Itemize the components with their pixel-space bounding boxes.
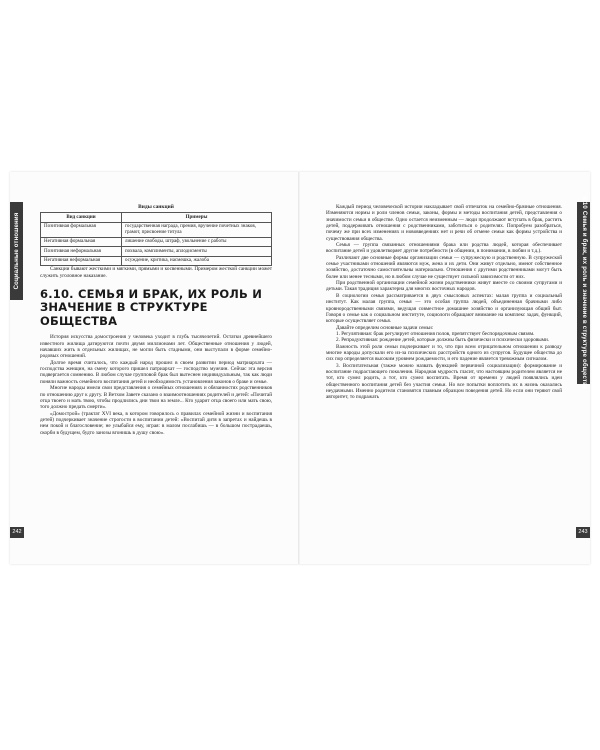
paragraph: В социологии семья рассматривается в двух смысловых аспектах: малая группа и социальный институт. Как малая группа, семья — это особая группа людей, объединенная брачными либо кровнородственными связями, ведущая совместное домашнее хозяйство и организующая общий быт. Говоря о семье как о социальном институте, социологи обращают внимание на комплекс задач, функций, которые осуществляет семья. xyxy=(326,292,562,325)
section-tab-right xyxy=(577,196,590,390)
list-item: 3. Воспитательная (также можно назвать функцией первичной социализации): формирование и воспитание подрастающего поколения. Народная мудрость гласит, что настоящим родителем является не тот, кто сумел родить, а тот, кто сумел воспитать. Время от времени у людей появлялись идеи общественного воспитания детей без участия семьи. Но все попытки воплотить их в жизнь оказались неудачными. Именно родители становятся главным образцом поведения детей. Но если они теряют свой авторитет, то подражать xyxy=(326,362,562,401)
table-cell: Негативная формальная xyxy=(41,238,122,247)
definition-paragraph: Семья — группа связанных отношениями брака или родства людей, которая обеспечивает воспитание детей и удовлетворяет другие потребности (в общении, в понимании, в любви и т.д.). xyxy=(326,242,562,255)
paragraph: Каждый период человеческой истории накладывает свой отпечаток на семейно-брачные отношения. Изменяются нормы и роли членов семьи, законы, формы и методы воспитания детей, представления о значимости семьи в обществе. Одно остается неизменным — люди продолжают вступать в брак, растить детей, поддерживать отношения с родственниками, заботиться о родителях. Попробуем разобраться, почему же при всех изменениях и нововведениях нет и речи об отмене семьи как формы устройства и существования общества. xyxy=(326,204,562,242)
table-header-cell: Вид санкции xyxy=(41,213,122,222)
table-cell: Негативная неформальная xyxy=(41,256,122,265)
sanctions-note: Санкции бывают жесткими и мягкими, прямыми и косвенными. Примером жесткой санкции может служить уголовное наказание. xyxy=(40,266,272,279)
table-row xyxy=(41,247,272,256)
table-cell: похвала, комплименты, аплодисменты xyxy=(122,247,272,256)
table-header-row xyxy=(41,213,272,222)
paragraph: «Домострой» (трактат XVI века, в котором говорилось о правилах семейной жизни и воспитания детей) подчеркивает значение строгости в воспитании детей: «Воспитай дитя в запретах и найдешь в нем покой и благословение; не улыбайся ему, играя: в малом послабишь — в большом пострадаешь, скорби в будущем, будто занозы вгонишь в душу свою». xyxy=(40,410,272,436)
list-item: 1. Регулятивная: брак регулирует отношения полов, препятствует беспорядочным связям. xyxy=(336,330,535,337)
page-number-left: 242 xyxy=(10,527,24,538)
paragraph: Различают две основные формы организации семьи — супружескую и родственную. В супружеской семье участниками отношений являются муж, жена и их дети. Они живут отдельно, имеют собственное хозяйство, достаточно самостоятельны материально. Отношения с другими родственниками могут быть более или менее тесными, но в любом случае не существует сильной зависимости от них. xyxy=(326,254,562,280)
book-spread xyxy=(10,172,590,564)
section-tab-right-label xyxy=(581,196,587,389)
table-row xyxy=(41,256,272,265)
page-number-right: 243 xyxy=(576,527,590,538)
table-cell: государственная награда, премия, вручение почетных знаков, грамот, присвоение титула xyxy=(122,222,272,237)
table-cell: лишение свободы, штраф, увольнение с работы xyxy=(122,238,272,247)
list-item: 2. Репродуктивная: рождение детей, которые должны быть физически и психически здоровыми. xyxy=(336,337,550,344)
table-row xyxy=(41,238,272,247)
left-page xyxy=(10,172,300,564)
table-header-cell: Примеры xyxy=(122,213,272,222)
table-row xyxy=(41,222,272,237)
table-title: Виды санкций xyxy=(138,204,174,210)
section-tab-right-number: 6.10 xyxy=(580,196,587,209)
section-heading: 6.10. СЕМЬЯ И БРАК, ИХ РОЛЬ И ЗНАЧЕНИЕ В СТРУКТУРЕ ОБЩЕСТВА xyxy=(40,286,263,328)
paragraph: Давайте определим основные задачи семьи: xyxy=(336,324,434,331)
table-cell: Позитивная неформальная xyxy=(41,247,122,256)
section-tab-right-title: Семья и брак, их роль и значение в структуре общества xyxy=(580,210,587,390)
right-page xyxy=(300,172,590,564)
paragraph: Важность этой роли семьи подчеркивает и то, что при всем отрицательном отношении к разводу многие народы допускали его из-за психических расстройств одного из супругов. Будущее общества до сих пор определяется высоким уровнем рождаемости, и его падение является тревожным сигналом. xyxy=(326,343,562,363)
paragraph: Долгое время считалось, что каждый народ прошел в своем развитии период матриархата — господства женщин, на смену которого пришел патриархат — господство мужчин. Сейчас эта версия подвергается сомнению. В любом случае групповой брак был вытеснен индивидуальным, так как люди поняли важность семейного воспитания детей и необходимость установления законов о браке и семье. xyxy=(40,359,272,385)
section-tab-left xyxy=(10,202,23,300)
right-page-content xyxy=(326,204,562,401)
paragraph: Многие народы имели свои представления о семейных отношениях и обязанностях родственников по отношению друг к другу. В Ветхом Завете сказано о взаимоотношениях родителей и детей: «Почитай отца твоего и мать твою, чтобы продлились дни твои на земле... Кто ударит отца своего или мать свою, того должно предать смерти». xyxy=(40,385,272,411)
left-page-content xyxy=(40,204,272,436)
paragraph: История искусства домостроения у человека уходит в глубь тысячелетий. Остатки древнейшего известного жилища датируются почти двумя миллионами лет. Общественные отношения у людей, начавших жить в отдельных жилищах, не могли быть стадными, они выступали в форме семейно-родовых отношений. xyxy=(40,334,272,360)
paragraph: При родственной организации семейной жизни родственники живут вместе со своими супругами и детьми. Такая традиция характерна для многих восточных народов. xyxy=(326,280,562,293)
section-tab-left-label: Социальные отношения xyxy=(13,212,20,290)
sanctions-table xyxy=(40,212,272,266)
table-cell: Позитивная формальная xyxy=(41,222,122,237)
table-cell: осуждение, критика, насмешка, жалоба xyxy=(122,256,272,265)
